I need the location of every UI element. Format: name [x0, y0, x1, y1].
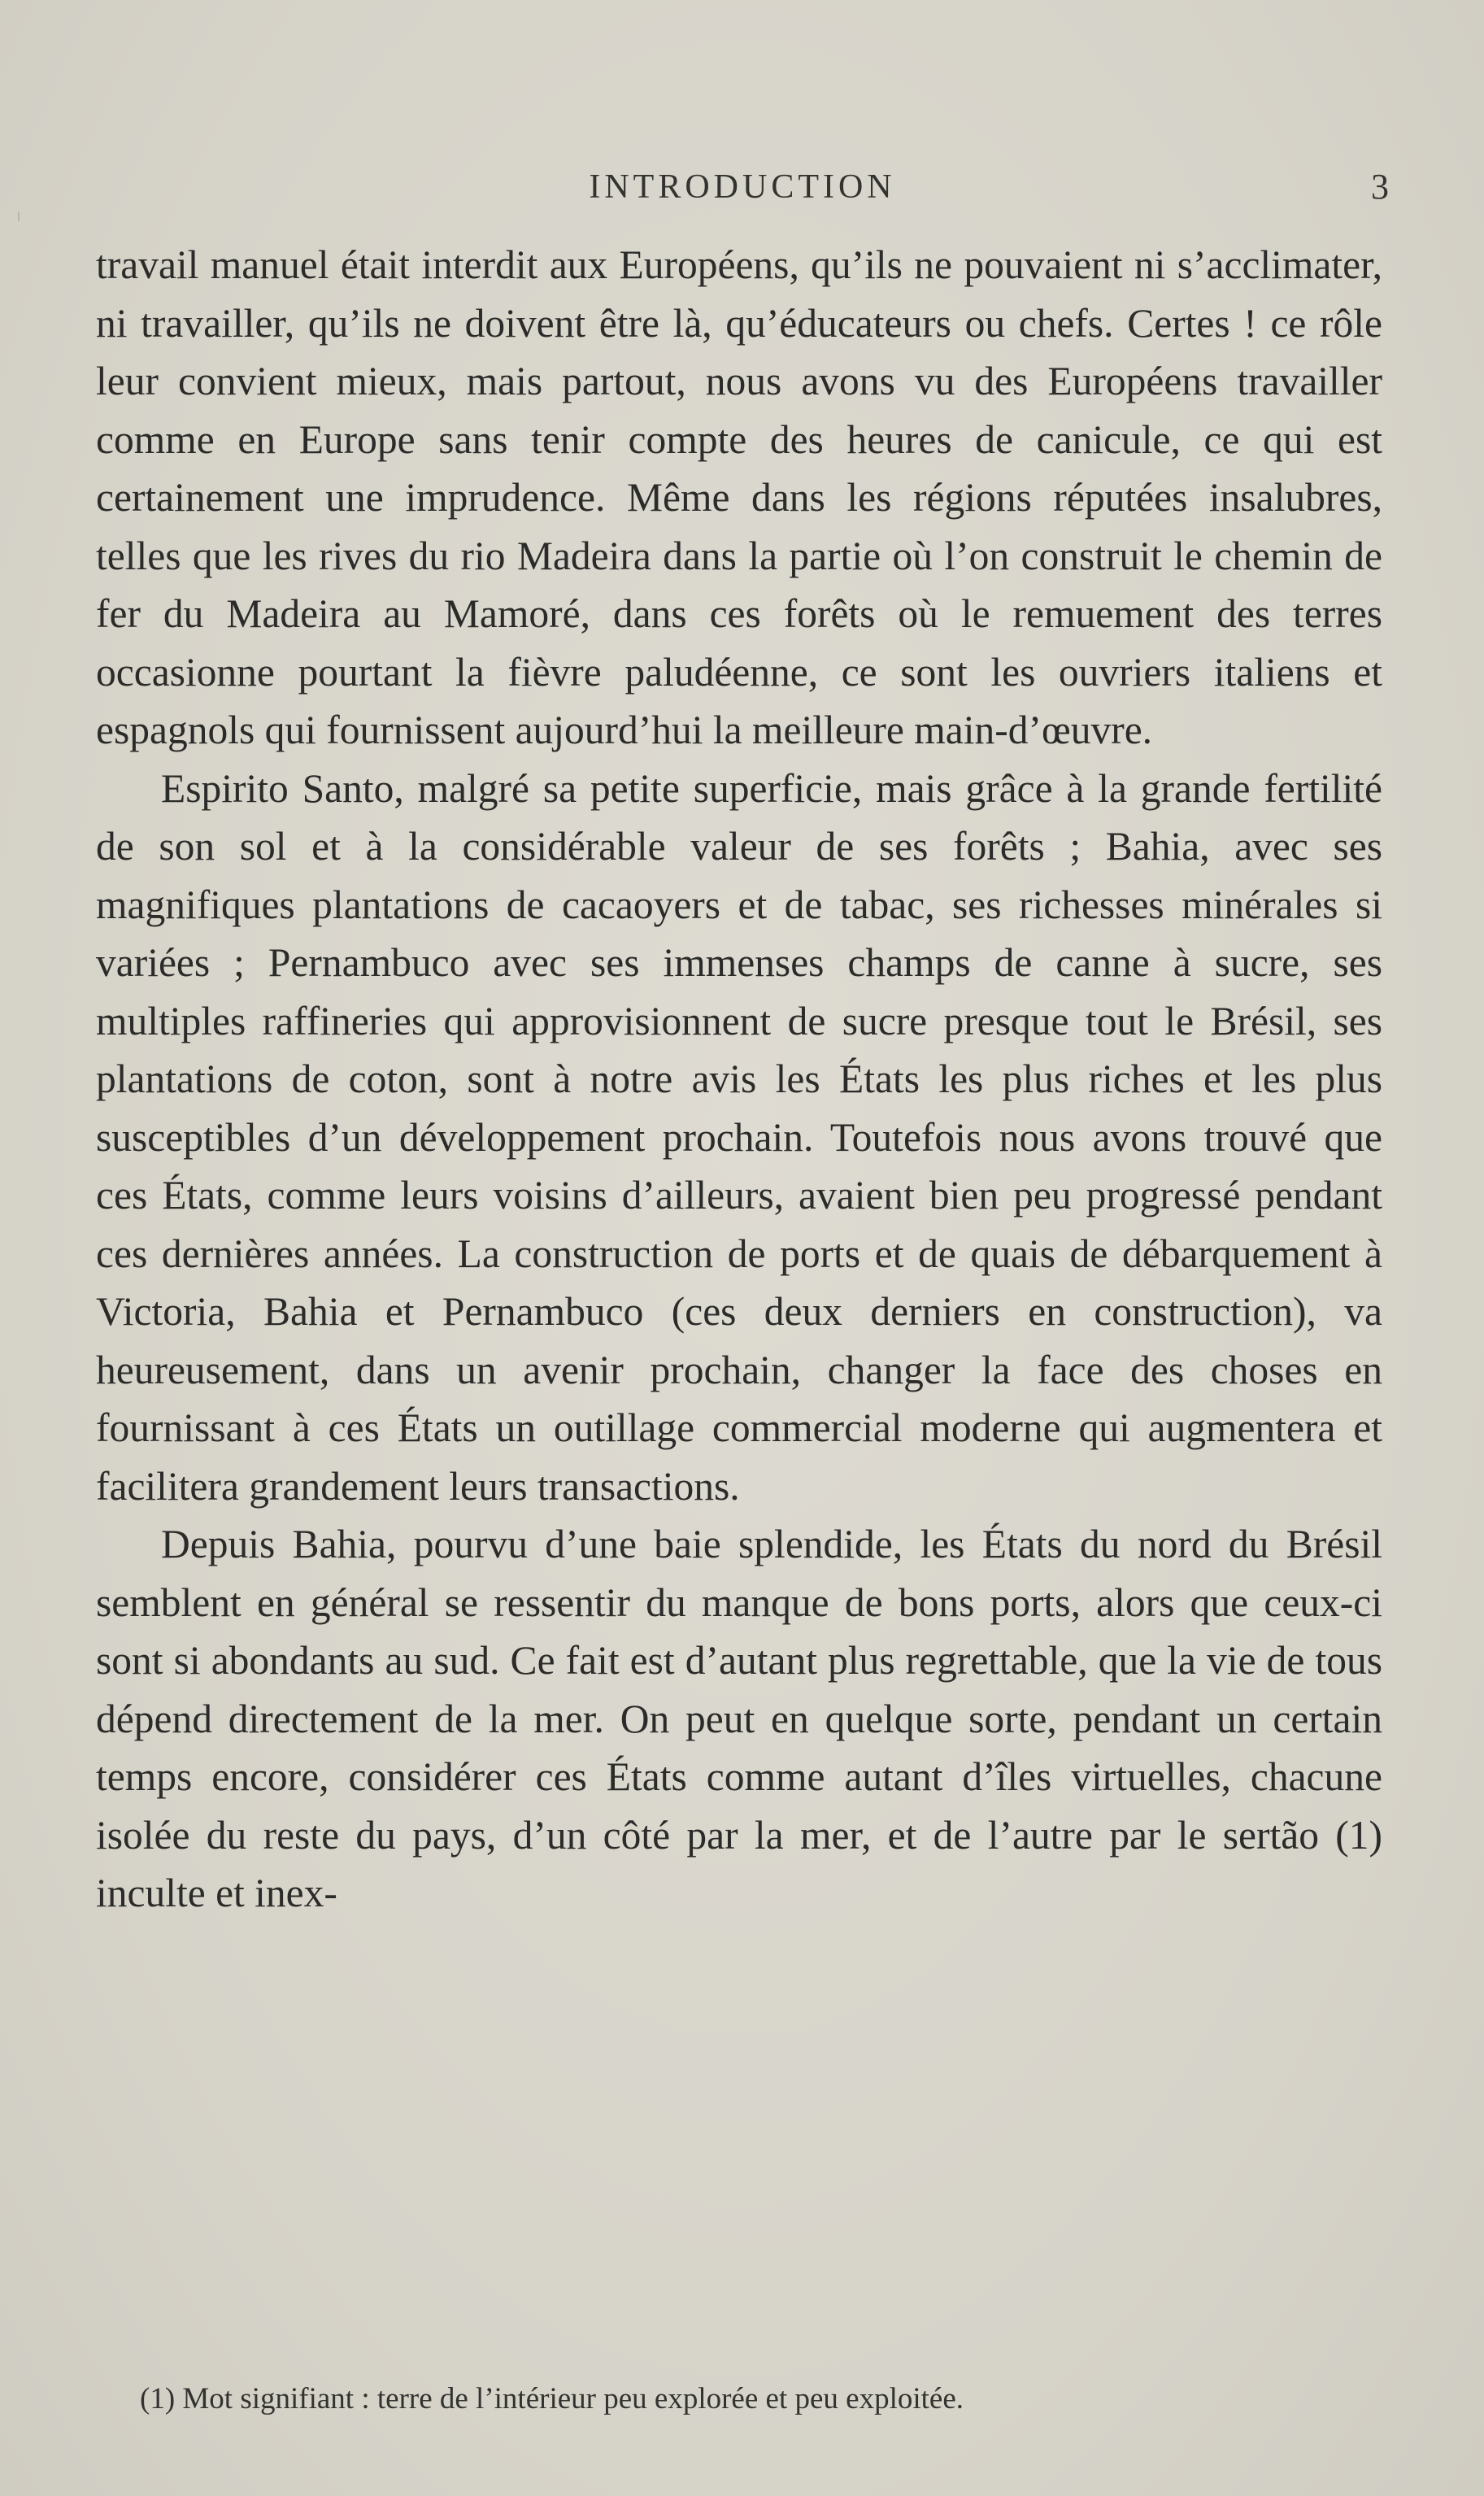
paragraph-depuis-bahia: Depuis Bahia, pourvu d’une baie splendide, les États du nord du Brésil semblent en général se ressentir du manque de bons ports, alors que ceux-ci sont si abondants au sud. Ce fait est d’autant plus regrettable, que la vie de tous dépend directement de la mer. On peut en quelque sorte, pendant un certain temps encore, considérer ces États comme autant d’îles virtuelles, chacune isolée du reste du pays, d’un côté par la mer, et de l’autre par le sertão (1) inculte et inex-: [96, 1522, 1382, 1915]
running-title: INTRODUCTION: [589, 168, 896, 206]
footnote: (1) Mot signifiant : terre de l’intérieur peu explorée et peu exploitée.: [140, 2382, 964, 2415]
margin-mark: [18, 211, 20, 221]
paragraph-espirito-santo: Espirito Santo, malgré sa petite superficie, mais grâce à la grande fertilité de son sol et à la considérable valeur de ses forêts ; Bahia, avec ses magnifiques plantations de cacaoyers et de tabac, ses richesses minérales si variées ; Pernambuco avec ses immenses champs de canne à sucre, ses multiples raffineries qui approvisionnent de sucre presque tout le Brésil, ses plantations de coton, sont à notre avis les États les plus riches et les plus susceptibles d’un développement prochain. Toutefois nous avons trouvé que ces États, comme leurs voisins d’ailleurs, avaient bien peu progressé pendant ces dernières années. La construction de ports et de quais de débarquement à Victoria, Bahia et Pernambuco (ces deux derniers en construction), va heureusement, dans un avenir prochain, changer la face des choses en fournissant à ces États un outillage commercial moderne qui augmentera et facilitera grandement leurs transactions.: [96, 765, 1382, 1509]
paragraph-continued: travail manuel était interdit aux Européens, qu’ils ne pouvaient ni s’acclimater, ni travailler, qu’ils ne doivent être là, qu’éducateurs ou chefs. Certes ! ce rôle leur convient mieux, mais partout, nous avons vu des Européens travailler comme en Europe sans tenir compte des heures de canicule, ce qui est certainement une imprudence. Même dans les régions réputées insalubres, telles que les rives du rio Madeira dans la partie où l’on construit le chemin de fer du Madeira au Mamoré, dans ces forêts où le remuement des terres occasionne pourtant la fièvre paludéenne, ce sont les ouvriers italiens et espagnols qui fournissent aujourd’hui la meilleure main-d’œuvre.: [96, 242, 1382, 752]
running-head: [96, 163, 1389, 211]
body-text: [96, 236, 1382, 1923]
page-number: 3: [1371, 167, 1389, 207]
